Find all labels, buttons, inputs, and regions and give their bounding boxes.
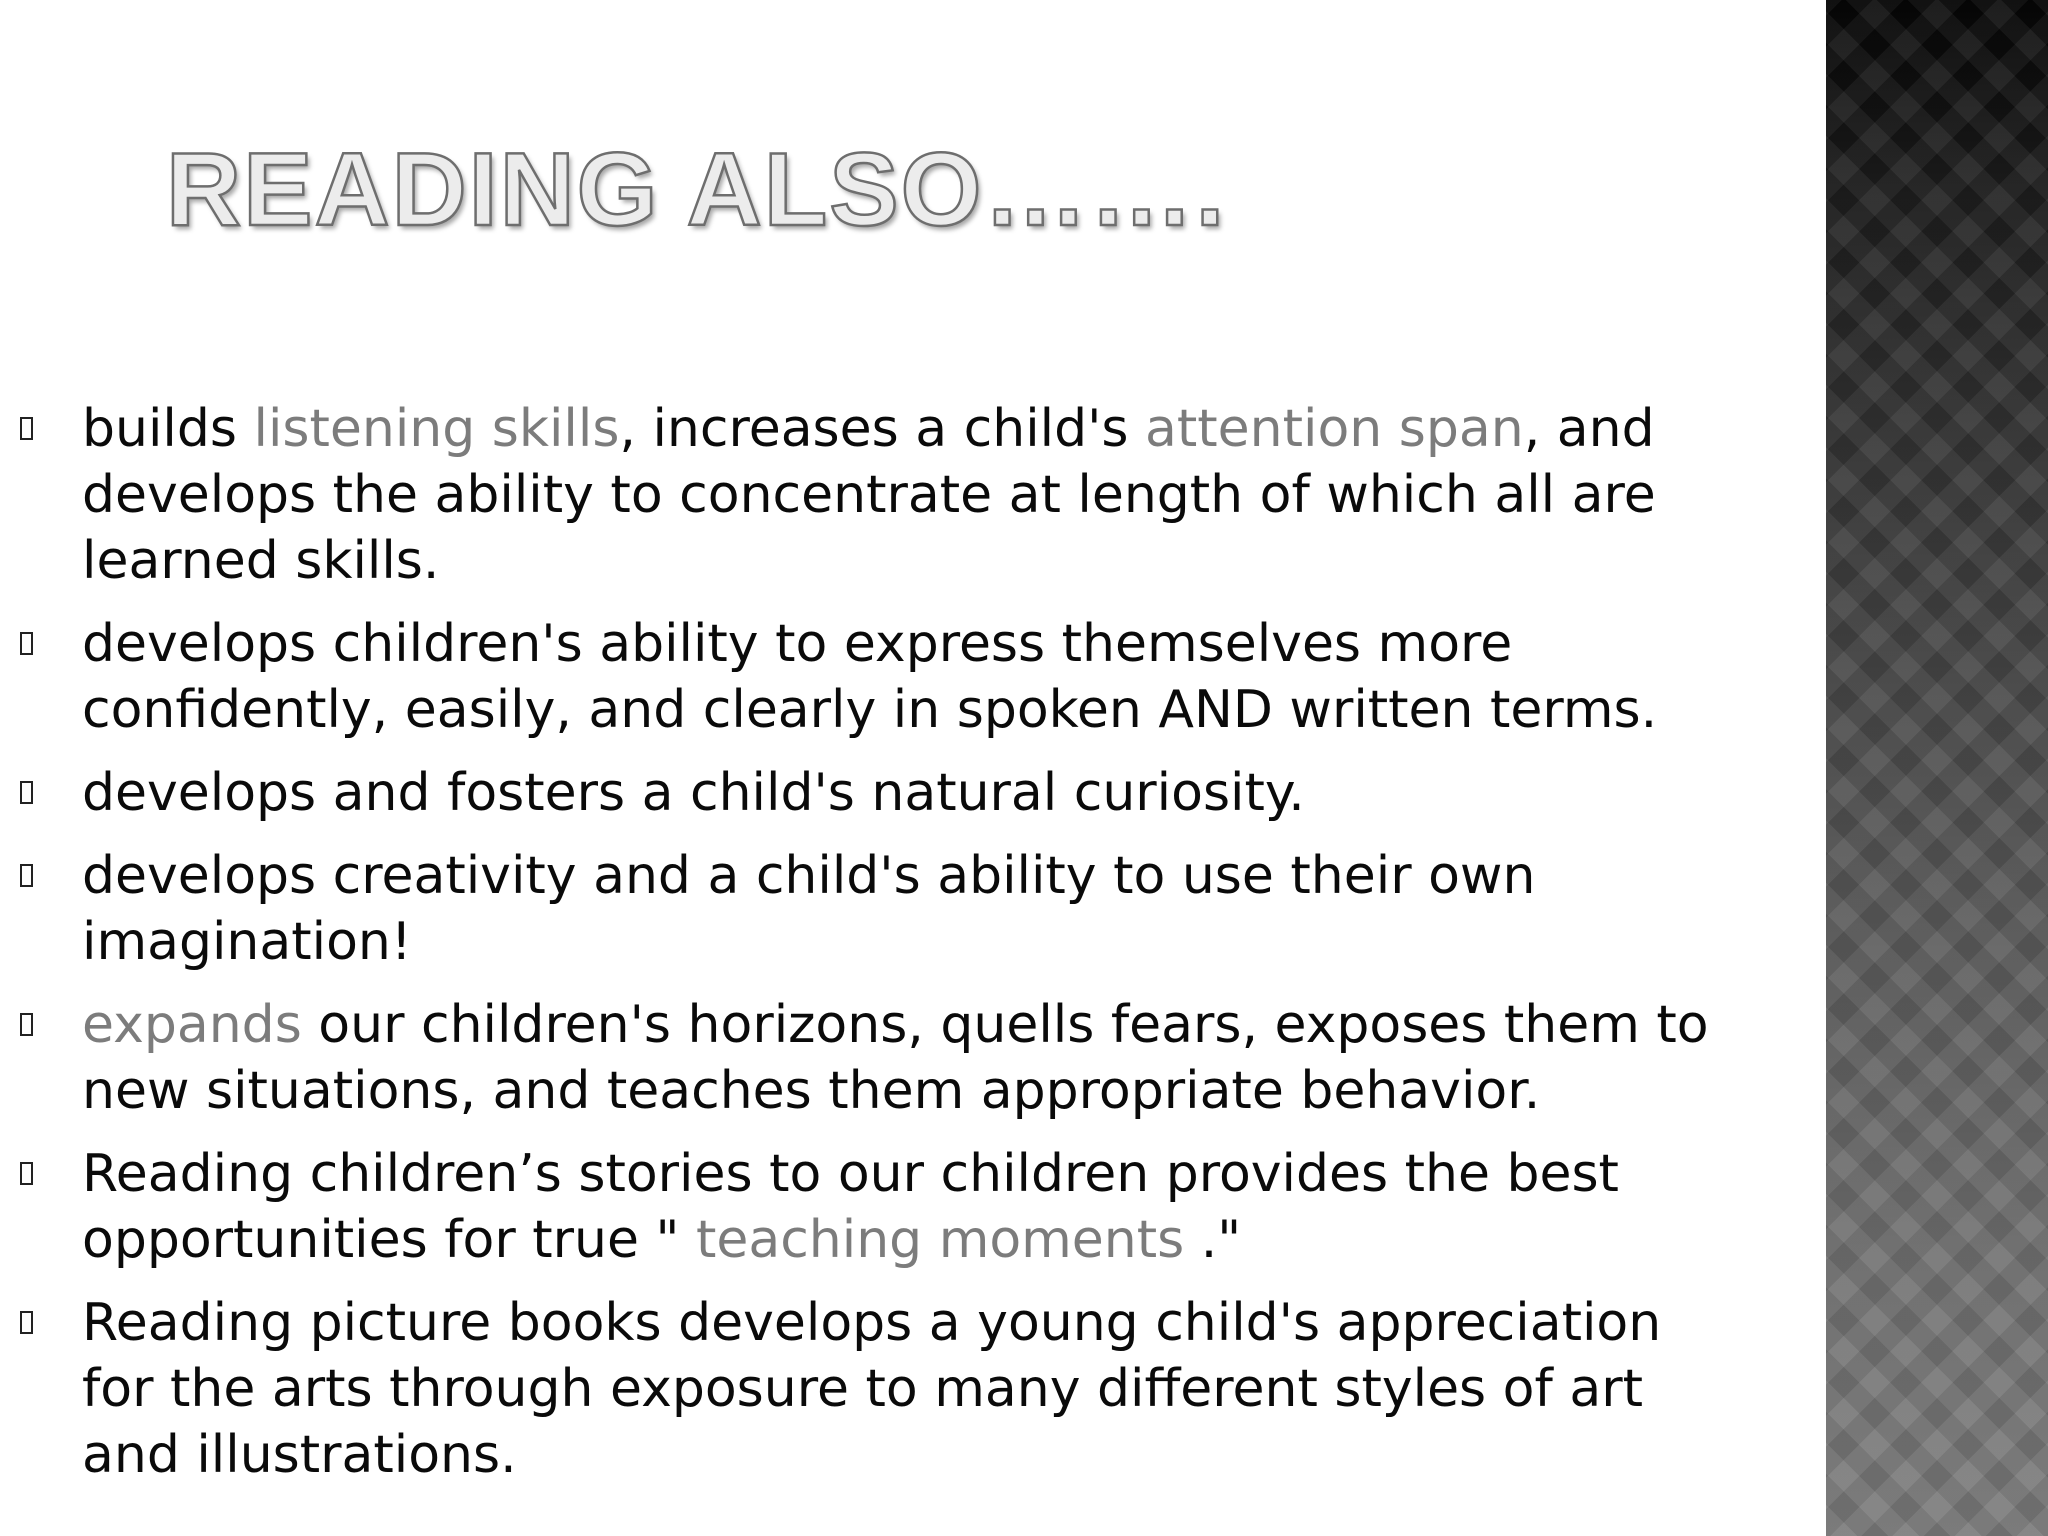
bullet-text: Reading children’s stories to our children provides the best opportunities for true " (82, 1144, 1619, 1270)
highlighted-text: expands (82, 995, 302, 1055)
decorative-side-band (1826, 0, 2048, 1536)
bullet-item (0, 611, 1720, 743)
bullet-text: , and develops the ability to concentrate at length of which all are learned skills. (82, 399, 1656, 591)
bullet-list (0, 396, 1720, 1505)
bullet-icon (20, 632, 33, 655)
highlighted-text: teaching moments (695, 1210, 1185, 1270)
bullet-text: ." (1184, 1210, 1242, 1270)
bullet-text: builds (82, 399, 254, 459)
bullet-icon (20, 1013, 33, 1036)
bullet-item (0, 992, 1720, 1124)
bullet-text: , increases a child's (619, 399, 1146, 459)
bullet-text: develops and fosters a child's natural curiosity. (82, 763, 1305, 823)
bullet-icon (20, 417, 33, 440)
bullet-item (0, 1290, 1720, 1488)
highlighted-text: listening skills (253, 399, 620, 459)
bullet-icon (20, 781, 33, 804)
bullet-text: Reading picture books develops a young child's appreciation for the arts through exposure to many different styles of art and illustrations. (82, 1293, 1662, 1485)
bullet-icon (20, 1311, 33, 1334)
bullet-text: our children's horizons, quells fears, exposes them to new situations, and teaches them appropriate behavior. (82, 995, 1709, 1121)
bullet-text: develops children's ability to express themselves more confidently, easily, and clearly in spoken AND written terms. (82, 614, 1658, 740)
slide-title: READING ALSO……. (166, 132, 1227, 248)
bullet-text: develops creativity and a child's ability to use their own imagination! (82, 846, 1536, 972)
bullet-icon (20, 864, 33, 887)
highlighted-text: attention span (1145, 399, 1524, 459)
bullet-item (0, 843, 1720, 975)
bullet-item (0, 396, 1720, 594)
bullet-icon (20, 1162, 33, 1185)
bullet-item (0, 760, 1720, 826)
bullet-item (0, 1141, 1720, 1273)
